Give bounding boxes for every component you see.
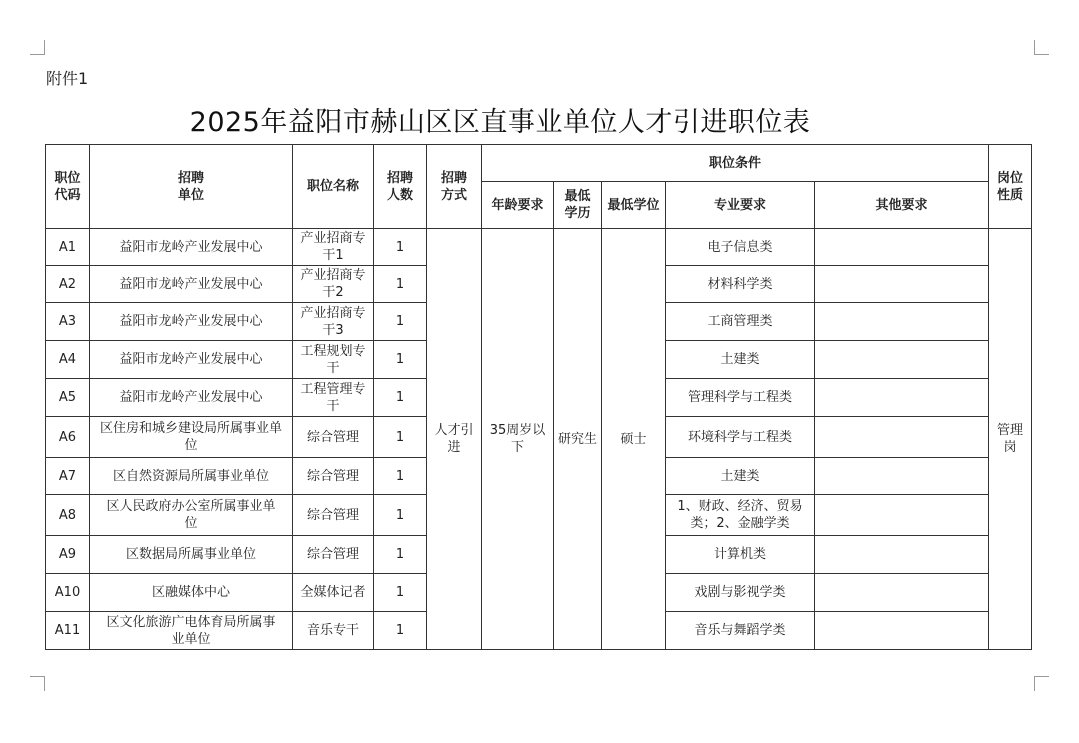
cell-major: 计算机类 — [666, 536, 815, 574]
cell-major: 电子信息类 — [666, 229, 815, 266]
cell-major: 音乐与舞蹈学类 — [666, 612, 815, 650]
header-major: 专业要求 — [666, 182, 815, 229]
header-conditions: 职位条件 — [482, 145, 989, 182]
page-title: 2025年益阳市赫山区区直事业单位人才引进职位表 — [189, 107, 811, 138]
cell-unit: 区数据局所属事业单位 — [90, 536, 293, 574]
header-method: 招聘 方式 — [427, 145, 482, 229]
header-code: 职位 代码 — [46, 145, 90, 229]
cell-other — [815, 303, 989, 341]
cell-nature: 管理 岗 — [989, 229, 1032, 650]
table-row — [46, 229, 1032, 266]
cell-count: 1 — [374, 266, 427, 303]
cell-other — [815, 229, 989, 266]
cell-code: A2 — [46, 266, 90, 303]
header-degree: 最低学位 — [602, 182, 666, 229]
cell-other — [815, 266, 989, 303]
cell-unit: 益阳市龙岭产业发展中心 — [90, 229, 293, 266]
cell-code: A5 — [46, 379, 90, 417]
header-edu: 最低 学历 — [554, 182, 602, 229]
header-other: 其他要求 — [815, 182, 989, 229]
header-nature: 岗位 性质 — [989, 145, 1032, 229]
cell-unit: 区文化旅游广电体育局所属事 业单位 — [90, 612, 293, 650]
cell-position: 综合管理 — [293, 495, 374, 536]
cell-other — [815, 536, 989, 574]
cell-major: 土建类 — [666, 458, 815, 495]
cell-count: 1 — [374, 612, 427, 650]
cell-position: 产业招商专 干1 — [293, 229, 374, 266]
attachment-label: 附件1 — [46, 69, 89, 88]
cell-code: A10 — [46, 574, 90, 612]
cell-major: 材料科学类 — [666, 266, 815, 303]
header-count: 招聘 人数 — [374, 145, 427, 229]
cell-unit: 益阳市龙岭产业发展中心 — [90, 341, 293, 379]
positions-table — [45, 144, 1032, 650]
cell-major: 管理科学与工程类 — [666, 379, 815, 417]
cell-other — [815, 379, 989, 417]
cell-degree: 硕士 — [602, 229, 666, 650]
cell-code: A9 — [46, 536, 90, 574]
cell-method: 人才引 进 — [427, 229, 482, 650]
cell-unit: 益阳市龙岭产业发展中心 — [90, 379, 293, 417]
cell-count: 1 — [374, 536, 427, 574]
cell-major: 1、财政、经济、贸易 类；2、金融学类 — [666, 495, 815, 536]
cell-count: 1 — [374, 229, 427, 266]
cell-unit: 区自然资源局所属事业单位 — [90, 458, 293, 495]
cell-unit: 益阳市龙岭产业发展中心 — [90, 266, 293, 303]
cell-position: 工程规划专 干 — [293, 341, 374, 379]
cell-major: 土建类 — [666, 341, 815, 379]
cell-major: 戏剧与影视学类 — [666, 574, 815, 612]
page-corner-mark — [30, 676, 45, 691]
cell-count: 1 — [374, 495, 427, 536]
header-age: 年龄要求 — [482, 182, 554, 229]
cell-other — [815, 495, 989, 536]
cell-other — [815, 612, 989, 650]
cell-other — [815, 458, 989, 495]
cell-code: A8 — [46, 495, 90, 536]
page-corner-mark — [30, 40, 45, 55]
cell-code: A1 — [46, 229, 90, 266]
cell-code: A4 — [46, 341, 90, 379]
cell-code: A7 — [46, 458, 90, 495]
cell-major: 环境科学与工程类 — [666, 417, 815, 458]
cell-unit: 区人民政府办公室所属事业单 位 — [90, 495, 293, 536]
cell-position: 工程管理专 干 — [293, 379, 374, 417]
cell-position: 产业招商专 干2 — [293, 266, 374, 303]
cell-unit: 区融媒体中心 — [90, 574, 293, 612]
cell-count: 1 — [374, 341, 427, 379]
table-body — [46, 229, 1032, 650]
cell-age: 35周岁以 下 — [482, 229, 554, 650]
header-unit: 招聘 单位 — [90, 145, 293, 229]
cell-count: 1 — [374, 574, 427, 612]
cell-code: A11 — [46, 612, 90, 650]
cell-count: 1 — [374, 379, 427, 417]
cell-other — [815, 417, 989, 458]
cell-code: A3 — [46, 303, 90, 341]
cell-count: 1 — [374, 458, 427, 495]
cell-unit: 益阳市龙岭产业发展中心 — [90, 303, 293, 341]
cell-count: 1 — [374, 303, 427, 341]
cell-position: 音乐专干 — [293, 612, 374, 650]
cell-unit: 区住房和城乡建设局所属事业单 位 — [90, 417, 293, 458]
cell-count: 1 — [374, 417, 427, 458]
cell-edu: 研究生 — [554, 229, 602, 650]
cell-position: 全媒体记者 — [293, 574, 374, 612]
cell-position: 综合管理 — [293, 536, 374, 574]
cell-code: A6 — [46, 417, 90, 458]
cell-major: 工商管理类 — [666, 303, 815, 341]
page-corner-mark — [1034, 676, 1049, 691]
cell-other — [815, 574, 989, 612]
cell-position: 产业招商专 干3 — [293, 303, 374, 341]
cell-other — [815, 341, 989, 379]
page-corner-mark — [1034, 40, 1049, 55]
header-position: 职位名称 — [293, 145, 374, 229]
cell-position: 综合管理 — [293, 417, 374, 458]
cell-position: 综合管理 — [293, 458, 374, 495]
